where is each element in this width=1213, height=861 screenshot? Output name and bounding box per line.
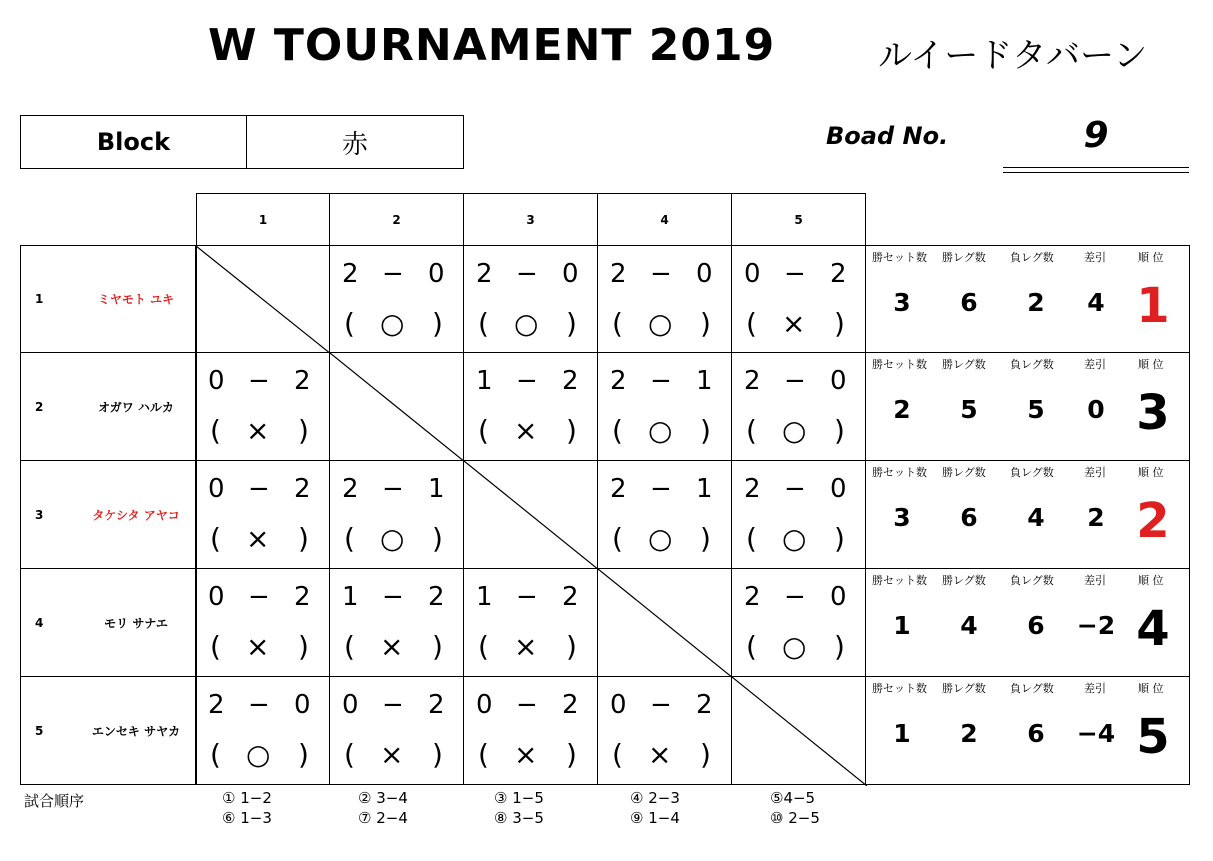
match-result-cell — [195, 676, 330, 785]
match-outcome — [330, 304, 463, 344]
score-value: 2 — [610, 474, 627, 504]
player-stats — [865, 460, 1190, 569]
diagonal-cell — [597, 568, 732, 677]
match-order-item: ⑥ 1−3 — [222, 809, 272, 827]
player-name: オガワ ハルカ — [98, 400, 174, 414]
stat-value: 3 — [893, 288, 911, 317]
diagonal-cell — [195, 245, 330, 353]
paren-right: ) — [298, 738, 309, 771]
board-label: Boad No. — [826, 122, 949, 150]
match-outcome — [330, 627, 463, 667]
match-result-cell — [597, 460, 732, 569]
match-outcome — [464, 411, 597, 451]
stat-value: 3 — [893, 503, 911, 532]
stat-label: 順 位 — [1138, 466, 1164, 479]
score-value: 1 — [428, 474, 445, 504]
stat-value: 1 — [893, 611, 911, 640]
player-row-header — [20, 460, 197, 569]
loss-mark: × — [782, 307, 806, 340]
block-value: 赤 — [246, 115, 464, 169]
stat-label: 負レグ数 — [1010, 574, 1054, 587]
match-order-item: ③ 1−5 — [494, 789, 544, 807]
match-result-cell — [329, 568, 464, 677]
column-header-4: 4 — [597, 193, 732, 246]
board-number: 9 — [1083, 115, 1109, 156]
match-result-cell — [463, 352, 598, 461]
score-dash: − — [516, 259, 538, 289]
player-row-header — [20, 352, 197, 461]
score-value: 2 — [476, 259, 493, 289]
stat-label: 差引 — [1084, 574, 1106, 587]
match-order-item: ⑩ 2−5 — [770, 809, 820, 827]
paren-right: ) — [566, 414, 577, 447]
stat-label: 負レグ数 — [1010, 358, 1054, 371]
paren-left: ( — [746, 522, 757, 555]
match-outcome — [464, 735, 597, 775]
match-order-item: ⑤4−5 — [770, 789, 816, 807]
loss-mark: × — [246, 414, 270, 447]
match-order-item: ⑧ 3−5 — [494, 809, 544, 827]
match-score — [464, 254, 597, 294]
match-result-cell — [731, 245, 866, 353]
match-result-cell — [731, 460, 866, 569]
stat-label: 負レグ数 — [1010, 251, 1054, 264]
match-result-cell — [329, 676, 464, 785]
match-score — [598, 254, 731, 294]
match-score — [196, 685, 329, 725]
rank-value: 5 — [1136, 709, 1170, 765]
score-value: 2 — [294, 474, 311, 504]
score-value: 1 — [696, 474, 713, 504]
stat-label: 順 位 — [1138, 682, 1164, 695]
loss-mark: × — [514, 414, 538, 447]
score-value: 2 — [744, 474, 761, 504]
stat-label: 順 位 — [1138, 358, 1164, 371]
score-value: 0 — [830, 582, 847, 612]
match-score — [464, 685, 597, 725]
stat-value: 2 — [960, 719, 978, 748]
match-outcome — [598, 304, 731, 344]
match-score — [732, 577, 865, 617]
score-value: 2 — [744, 582, 761, 612]
paren-right: ) — [834, 414, 845, 447]
loss-mark: × — [246, 630, 270, 663]
score-value: 0 — [696, 259, 713, 289]
stat-value: 2 — [1027, 288, 1045, 317]
paren-left: ( — [746, 307, 757, 340]
match-outcome — [196, 735, 329, 775]
match-order-item: ② 3−4 — [358, 789, 408, 807]
paren-right: ) — [432, 307, 443, 340]
paren-right: ) — [700, 307, 711, 340]
paren-left: ( — [210, 630, 221, 663]
win-mark: ○ — [380, 307, 405, 340]
paren-left: ( — [210, 738, 221, 771]
score-dash: − — [248, 474, 270, 504]
stat-value: 2 — [893, 395, 911, 424]
stat-label: 負レグ数 — [1010, 466, 1054, 479]
player-name: ミヤモト ユキ — [97, 292, 175, 307]
column-header-5: 5 — [731, 193, 866, 246]
match-score — [732, 469, 865, 509]
stat-label: 負レグ数 — [1010, 682, 1054, 695]
rank-value: 2 — [1136, 493, 1170, 549]
loss-mark: × — [514, 630, 538, 663]
match-score — [598, 685, 731, 725]
win-mark: ○ — [514, 307, 539, 340]
score-value: 1 — [342, 582, 359, 612]
player-number: 3 — [35, 507, 44, 522]
player-stats — [865, 245, 1190, 353]
stat-value: 2 — [1087, 503, 1105, 532]
match-score — [196, 469, 329, 509]
loss-mark: × — [648, 738, 672, 771]
diagonal-line — [196, 246, 331, 354]
match-outcome — [330, 519, 463, 559]
score-value: 2 — [342, 474, 359, 504]
stat-label: 勝セット数 — [872, 682, 927, 695]
player-number: 4 — [35, 615, 44, 630]
score-dash: − — [382, 690, 404, 720]
match-result-cell — [329, 245, 464, 353]
paren-left: ( — [210, 414, 221, 447]
score-dash: − — [650, 259, 672, 289]
paren-right: ) — [834, 630, 845, 663]
stat-label: 勝セット数 — [872, 251, 927, 264]
diagonal-line — [464, 461, 599, 570]
match-result-cell — [329, 460, 464, 569]
score-value: 0 — [830, 366, 847, 396]
score-dash: − — [516, 690, 538, 720]
paren-left: ( — [478, 307, 489, 340]
paren-left: ( — [612, 522, 623, 555]
match-result-cell — [195, 568, 330, 677]
match-outcome — [732, 627, 865, 667]
paren-right: ) — [834, 307, 845, 340]
match-result-cell — [463, 676, 598, 785]
match-outcome — [196, 411, 329, 451]
win-mark: ○ — [782, 630, 807, 663]
match-outcome — [464, 627, 597, 667]
stat-value: −4 — [1076, 719, 1116, 748]
score-dash: − — [516, 366, 538, 396]
stat-value: 6 — [1027, 611, 1045, 640]
stat-label: 勝セット数 — [872, 574, 927, 587]
paren-right: ) — [432, 738, 443, 771]
player-name: タケシタ アヤコ — [92, 508, 180, 522]
match-outcome — [732, 519, 865, 559]
stat-value: 5 — [960, 395, 978, 424]
match-score — [464, 577, 597, 617]
match-outcome — [598, 735, 731, 775]
paren-left: ( — [612, 738, 623, 771]
loss-mark: × — [380, 738, 404, 771]
stat-label: 差引 — [1084, 251, 1106, 264]
paren-left: ( — [344, 738, 355, 771]
match-score — [598, 361, 731, 401]
match-score — [732, 254, 865, 294]
score-value: 2 — [428, 582, 445, 612]
score-value: 0 — [428, 259, 445, 289]
score-dash: − — [784, 582, 806, 612]
player-number: 5 — [35, 723, 44, 738]
loss-mark: × — [246, 522, 270, 555]
score-dash: − — [382, 259, 404, 289]
match-result-cell — [597, 352, 732, 461]
score-value: 0 — [744, 259, 761, 289]
match-score — [732, 361, 865, 401]
stat-label: 勝レグ数 — [942, 682, 986, 695]
stat-value: 6 — [960, 503, 978, 532]
score-value: 0 — [208, 582, 225, 612]
column-header-3: 3 — [463, 193, 598, 246]
score-value: 0 — [294, 690, 311, 720]
score-value: 2 — [744, 366, 761, 396]
match-result-cell — [597, 676, 732, 785]
column-header-1: 1 — [196, 193, 330, 246]
match-score — [598, 469, 731, 509]
match-score — [330, 254, 463, 294]
stat-value: 0 — [1087, 395, 1105, 424]
score-dash: − — [784, 259, 806, 289]
diagonal-line — [330, 353, 465, 462]
diagonal-line — [598, 569, 733, 678]
stat-label: 勝セット数 — [872, 466, 927, 479]
diagonal-cell — [463, 460, 598, 569]
player-name: モリ サナエ — [104, 616, 168, 630]
score-value: 1 — [476, 582, 493, 612]
stat-label: 勝レグ数 — [942, 358, 986, 371]
win-mark: ○ — [380, 522, 405, 555]
rank-value: 3 — [1136, 385, 1170, 441]
player-number: 2 — [35, 399, 44, 414]
block-label: Block — [20, 115, 247, 169]
score-value: 0 — [610, 690, 627, 720]
score-value: 1 — [476, 366, 493, 396]
stat-value: 1 — [893, 719, 911, 748]
score-dash: − — [382, 582, 404, 612]
paren-left: ( — [344, 307, 355, 340]
stat-value: 5 — [1027, 395, 1045, 424]
score-value: 2 — [562, 690, 579, 720]
score-dash: − — [248, 582, 270, 612]
stat-value: 4 — [960, 611, 978, 640]
player-stats — [865, 352, 1190, 461]
stat-label: 差引 — [1084, 682, 1106, 695]
score-value: 1 — [696, 366, 713, 396]
match-score — [196, 577, 329, 617]
match-score — [464, 361, 597, 401]
diagonal-line — [732, 677, 867, 786]
match-score — [196, 361, 329, 401]
stat-label: 勝セット数 — [872, 358, 927, 371]
venue-name: ルイードタバーン — [878, 36, 1148, 76]
win-mark: ○ — [648, 522, 673, 555]
match-result-cell — [463, 245, 598, 353]
score-value: 2 — [610, 366, 627, 396]
score-value: 2 — [294, 366, 311, 396]
score-value: 0 — [830, 474, 847, 504]
stat-value: 6 — [1027, 719, 1045, 748]
paren-right: ) — [834, 522, 845, 555]
score-dash: − — [650, 366, 672, 396]
score-value: 2 — [428, 690, 445, 720]
paren-left: ( — [344, 630, 355, 663]
score-dash: − — [650, 690, 672, 720]
match-result-cell — [597, 245, 732, 353]
paren-right: ) — [432, 522, 443, 555]
win-mark: ○ — [782, 414, 807, 447]
score-dash: − — [784, 366, 806, 396]
stat-value: 4 — [1087, 288, 1105, 317]
win-mark: ○ — [246, 738, 271, 771]
score-value: 0 — [562, 259, 579, 289]
score-dash: − — [382, 474, 404, 504]
match-outcome — [732, 304, 865, 344]
match-outcome — [196, 519, 329, 559]
column-header-2: 2 — [329, 193, 464, 246]
score-value: 2 — [562, 582, 579, 612]
player-stats — [865, 568, 1190, 677]
paren-left: ( — [746, 630, 757, 663]
paren-right: ) — [298, 414, 309, 447]
match-order-item: ① 1−2 — [222, 789, 272, 807]
score-value: 0 — [476, 690, 493, 720]
stat-label: 差引 — [1084, 358, 1106, 371]
paren-right: ) — [298, 522, 309, 555]
stat-value: 6 — [960, 288, 978, 317]
player-number: 1 — [35, 292, 44, 306]
score-value: 2 — [610, 259, 627, 289]
paren-left: ( — [612, 307, 623, 340]
paren-right: ) — [566, 738, 577, 771]
paren-left: ( — [210, 522, 221, 555]
score-dash: − — [248, 690, 270, 720]
score-value: 2 — [294, 582, 311, 612]
stat-label: 差引 — [1084, 466, 1106, 479]
match-result-cell — [195, 352, 330, 461]
paren-right: ) — [432, 630, 443, 663]
match-score — [330, 577, 463, 617]
match-score — [330, 685, 463, 725]
tournament-title: W TOURNAMENT 2019 — [208, 20, 776, 71]
paren-left: ( — [478, 414, 489, 447]
score-value: 2 — [696, 690, 713, 720]
match-outcome — [196, 627, 329, 667]
board-underline — [1003, 167, 1189, 168]
score-value: 2 — [342, 259, 359, 289]
match-order-item: ④ 2−3 — [630, 789, 680, 807]
player-stats — [865, 676, 1190, 785]
match-order-item: ⑨ 1−4 — [630, 809, 680, 827]
paren-right: ) — [566, 307, 577, 340]
match-outcome — [598, 411, 731, 451]
paren-right: ) — [566, 630, 577, 663]
match-outcome — [598, 519, 731, 559]
score-value: 0 — [208, 474, 225, 504]
stat-label: 勝レグ数 — [942, 574, 986, 587]
player-row-header — [20, 568, 197, 677]
match-outcome — [464, 304, 597, 344]
score-value: 2 — [562, 366, 579, 396]
score-dash: − — [248, 366, 270, 396]
score-dash: − — [516, 582, 538, 612]
paren-left: ( — [612, 414, 623, 447]
stat-label: 順 位 — [1138, 251, 1164, 264]
player-name: エンセキ サヤカ — [91, 724, 181, 738]
paren-left: ( — [478, 738, 489, 771]
paren-right: ) — [700, 738, 711, 771]
score-dash: − — [650, 474, 672, 504]
win-mark: ○ — [648, 307, 673, 340]
loss-mark: × — [380, 630, 404, 663]
paren-left: ( — [746, 414, 757, 447]
paren-left: ( — [344, 522, 355, 555]
stat-label: 順 位 — [1138, 574, 1164, 587]
match-outcome — [330, 735, 463, 775]
win-mark: ○ — [782, 522, 807, 555]
score-value: 0 — [342, 690, 359, 720]
player-row-header — [20, 676, 197, 785]
stat-label: 勝レグ数 — [942, 466, 986, 479]
win-mark: ○ — [648, 414, 673, 447]
match-score — [330, 469, 463, 509]
paren-right: ) — [298, 630, 309, 663]
match-outcome — [732, 411, 865, 451]
match-order-item: ⑦ 2−4 — [358, 809, 408, 827]
stat-value: 4 — [1027, 503, 1045, 532]
stat-label: 勝レグ数 — [942, 251, 986, 264]
score-dash: − — [784, 474, 806, 504]
diagonal-cell — [329, 352, 464, 461]
board-underline — [1003, 172, 1189, 173]
match-result-cell — [731, 568, 866, 677]
paren-left: ( — [478, 630, 489, 663]
match-order-label: 試合順序 — [24, 792, 85, 810]
diagonal-cell — [731, 676, 866, 785]
match-result-cell — [731, 352, 866, 461]
match-result-cell — [195, 460, 330, 569]
player-row-header — [20, 245, 197, 353]
score-value: 2 — [208, 690, 225, 720]
paren-right: ) — [700, 414, 711, 447]
stat-value: −2 — [1076, 611, 1116, 640]
rank-value: 4 — [1136, 601, 1170, 657]
match-result-cell — [463, 568, 598, 677]
score-value: 0 — [208, 366, 225, 396]
rank-value: 1 — [1136, 278, 1170, 334]
loss-mark: × — [514, 738, 538, 771]
paren-right: ) — [700, 522, 711, 555]
score-value: 2 — [830, 259, 847, 289]
